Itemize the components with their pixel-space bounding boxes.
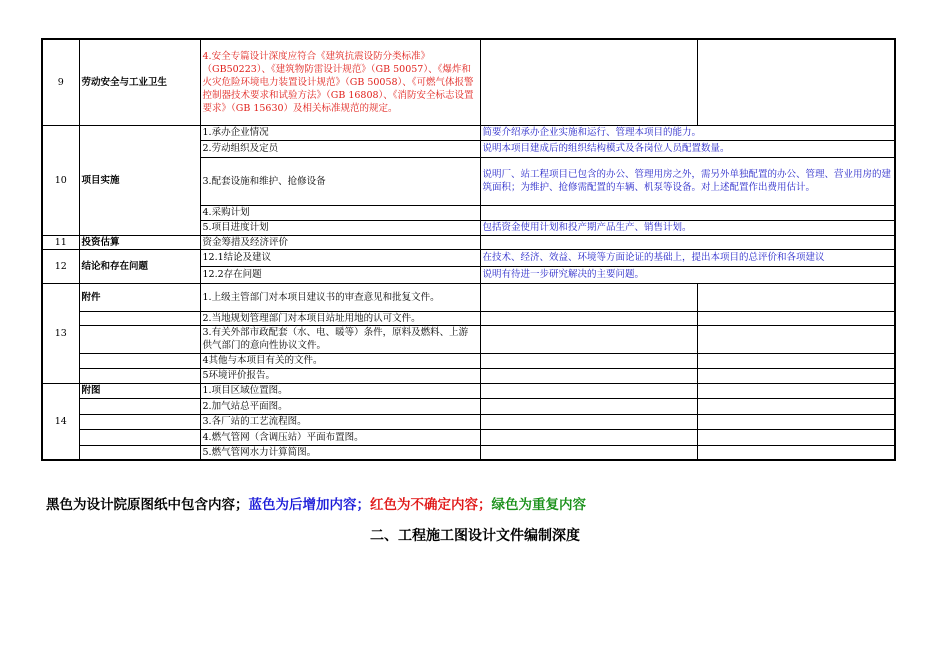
table-row xyxy=(42,249,895,266)
note-cell xyxy=(480,325,697,353)
note-cell xyxy=(480,283,697,311)
note-cell xyxy=(480,311,697,325)
row-number: 13 xyxy=(42,283,79,383)
note-cell xyxy=(480,429,697,445)
extra-cell xyxy=(697,398,895,414)
table-row xyxy=(42,39,895,125)
note-cell xyxy=(480,368,697,383)
table-row xyxy=(42,445,895,460)
content-cell: 5.项目进度计划 xyxy=(200,220,480,235)
note-cell xyxy=(480,205,895,220)
legend-green: 绿色为重复内容 xyxy=(491,497,586,513)
note-cell: 说明本项目建成后的组织结构模式及各岗位人员配置数量。 xyxy=(480,140,895,157)
content-cell: 3.有关外部市政配套（水、电、暖等）条件，原料及燃料、上游供气部门的意向性协议文件。 xyxy=(200,325,480,353)
extra-cell xyxy=(697,445,895,460)
row-number: 14 xyxy=(42,383,79,460)
extra-cell xyxy=(697,383,895,398)
content-cell: 12.1结论及建议 xyxy=(200,249,480,266)
row-number: 9 xyxy=(42,39,79,125)
note-cell: 包括资金使用计划和投产期产品生产、销售计划。 xyxy=(480,220,895,235)
section-heading: 二、工程施工图设计文件编制深度 xyxy=(370,528,580,544)
extra-cell xyxy=(697,39,895,125)
content-cell: 12.2存在问题 xyxy=(200,266,480,283)
extra-cell xyxy=(697,283,895,311)
table-row xyxy=(42,398,895,414)
row-number: 11 xyxy=(42,235,79,249)
extra-cell xyxy=(697,429,895,445)
table-row xyxy=(42,311,895,325)
extra-cell xyxy=(697,414,895,429)
table-row xyxy=(42,283,895,311)
item-cell xyxy=(79,368,200,383)
content-cell: 1.承办企业情况 xyxy=(200,125,480,140)
table-row xyxy=(42,325,895,353)
note-cell: 说明有待进一步研究解决的主要问题。 xyxy=(480,266,895,283)
legend-blue: 蓝色为后增加内容； xyxy=(248,497,370,513)
table-row xyxy=(42,353,895,368)
item-cell xyxy=(79,325,200,353)
note-cell xyxy=(480,445,697,460)
extra-cell xyxy=(697,325,895,353)
note-cell xyxy=(480,353,697,368)
item-cell xyxy=(79,398,200,414)
note-text: 在技术、经济、效益、环境等方面论证的基础上，提出本项目的总评价和各项建议 xyxy=(482,252,825,263)
item-cell xyxy=(79,414,200,429)
item-title: 投资估算 xyxy=(79,235,200,249)
item-cell xyxy=(79,429,200,445)
note-cell xyxy=(480,383,697,398)
table-row xyxy=(42,414,895,429)
note-cell xyxy=(480,39,697,125)
content-cell: 3.配套设施和维护、抢修设备 xyxy=(200,157,480,205)
item-title: 附件 xyxy=(79,283,200,311)
note-cell xyxy=(480,249,895,266)
note-cell xyxy=(480,235,895,249)
content-cell: 4其他与本项目有关的文件。 xyxy=(200,353,480,368)
legend-black: 黑色为设计院原图纸中包含内容； xyxy=(46,497,249,513)
row-number: 10 xyxy=(42,125,79,235)
color-legend xyxy=(46,493,586,513)
table-row xyxy=(42,368,895,383)
legend-red: 红色为不确定内容； xyxy=(370,497,492,513)
item-title: 结论和存在问题 xyxy=(79,249,200,283)
content-cell: 1.上级主管部门对本项目建议书的审查意见和批复文件。 xyxy=(200,283,480,311)
extra-cell xyxy=(697,353,895,368)
table-row xyxy=(42,235,895,249)
content-cell: 4.采购计划 xyxy=(200,205,480,220)
content-cell: 2.加气站总平面图。 xyxy=(200,398,480,414)
note-cell: 简要介绍承办企业实施和运行、管理本项目的能力。 xyxy=(480,125,895,140)
content-cell: 1.项目区域位置图。 xyxy=(200,383,480,398)
content-cell: 5环境评价报告。 xyxy=(200,368,480,383)
item-title: 劳动安全与工业卫生 xyxy=(79,39,200,125)
content-cell: 2.劳动组织及定员 xyxy=(200,140,480,157)
content-cell: 4.安全专篇设计深度应符合《建筑抗震设防分类标准》（GB50223）、《建筑物防雷设计规范》（GB 50057）、《爆炸和火灾危险环境电力装置设计规范》（GB 50058）、《可燃气体报警控制器技术要求和试验方法》（GB 16808）、《消防安全标志设置要求》（GB 15630）及相关标准规范的规定。 xyxy=(200,39,480,125)
note-cell: 说明厂、站工程项目已包含的办公、管理用房之外，需另外单独配置的办公、管理、营业用房的建筑面积；为维护、抢修需配置的车辆、机泵等设备。对上述配置作出费用估计。 xyxy=(480,157,895,205)
row-number: 12 xyxy=(42,249,79,283)
content-cell: 5.燃气管网水力计算简图。 xyxy=(200,445,480,460)
note-cell xyxy=(480,398,697,414)
content-cell: 4.燃气管网（含调压站）平面布置图。 xyxy=(200,429,480,445)
content-cell: 2.当地规划管理部门对本项目站址用地的认可文件。 xyxy=(200,311,480,325)
table-row xyxy=(42,383,895,398)
extra-cell xyxy=(697,311,895,325)
extra-cell xyxy=(697,368,895,383)
item-cell xyxy=(79,445,200,460)
table-row xyxy=(42,125,895,140)
item-title: 附图 xyxy=(79,383,200,398)
item-cell xyxy=(79,353,200,368)
content-cell: 3.各厂站的工艺流程图。 xyxy=(200,414,480,429)
content-cell: 资金筹措及经济评价 xyxy=(200,235,480,249)
item-title: 项目实施 xyxy=(79,125,200,235)
item-cell xyxy=(79,311,200,325)
note-cell xyxy=(480,414,697,429)
table-row xyxy=(42,429,895,445)
spec-table xyxy=(41,38,896,461)
